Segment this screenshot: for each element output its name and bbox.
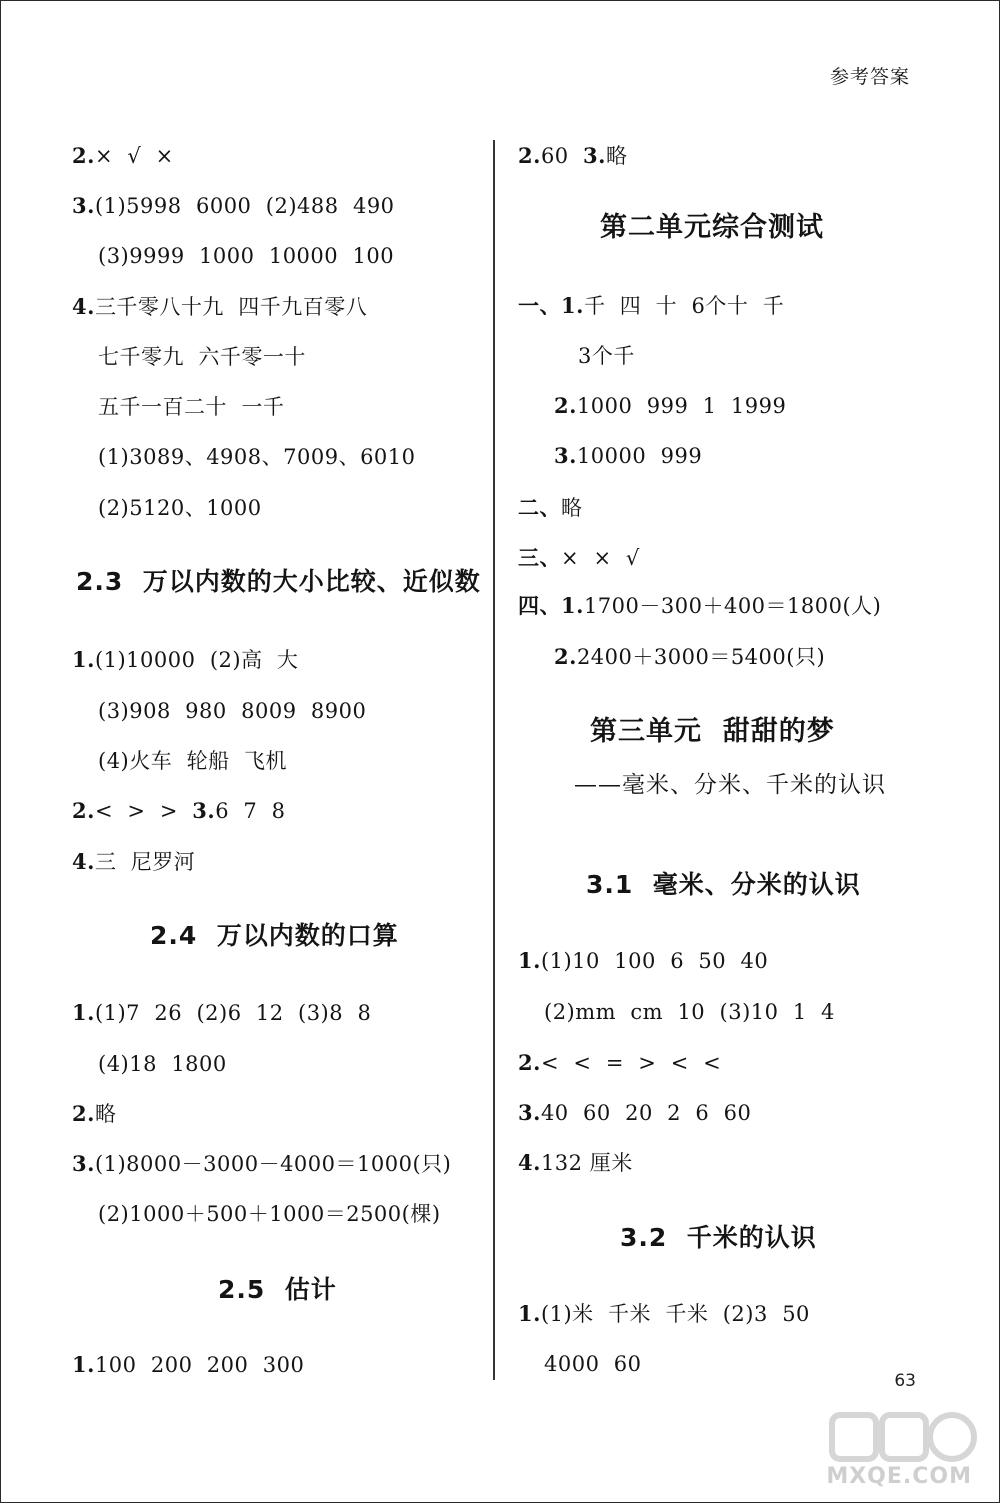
answer-line: 2.< < = > < < (518, 1050, 722, 1075)
answer-line: (3)9999 1000 10000 100 (98, 244, 395, 268)
section-heading-3-1: 3.1 毫米、分米的认识 (586, 870, 861, 899)
page-number: 63 (894, 1371, 916, 1391)
section-heading-2-5: 2.5 估计 (218, 1275, 337, 1304)
answer-line: 1.(1)7 26 (2)6 12 (3)8 8 (72, 1000, 372, 1025)
answer-line: 3.(1)8000－3000－4000＝1000(只) (72, 1151, 452, 1176)
answer-line: 五千一百二十 一千 (98, 395, 285, 419)
answer-line: 4.三千零八十九 四千九百零八 (72, 294, 368, 319)
answer-line: 七千零九 六千零一十 (98, 345, 306, 369)
answer-line: 2.略 (72, 1101, 117, 1126)
answer-line: 1.100 200 200 300 (72, 1352, 305, 1377)
column-divider (493, 140, 495, 1380)
answer-line: 3.40 60 20 2 6 60 (518, 1100, 752, 1125)
answer-line: 4000 60 (544, 1352, 642, 1376)
answer-line: 三、× × √ (518, 545, 640, 570)
answer-line: 二、略 (518, 495, 583, 520)
answer-line: 2.× √ × (72, 143, 174, 168)
answer-line: 2.1000 999 1 1999 (554, 393, 787, 418)
unit3-subtitle: ——毫米、分米、千米的认识 (574, 772, 886, 798)
answer-line: 4.三 尼罗河 (72, 849, 196, 874)
answer-line: 3个千 (578, 344, 635, 368)
answer-line: 1.(1)10000 (2)高 大 (72, 647, 299, 672)
section-heading-3-2: 3.2 千米的认识 (620, 1223, 817, 1252)
answer-line: (2)1000＋500＋1000＝2500(棵) (98, 1202, 441, 1226)
header-title: 参考答案 (829, 66, 910, 88)
answer-line: 3.(1)5998 6000 (2)488 490 (72, 193, 395, 218)
answer-line: 4.132 厘米 (518, 1150, 633, 1175)
answer-line: 一、1.千 四 十 6个十 千 (518, 293, 785, 318)
answer-line: 2.2400＋3000＝5400(只) (554, 644, 826, 669)
watermark-text: MXQE.COM (826, 1464, 972, 1489)
unit3-title: 第三单元 甜甜的梦 (590, 716, 835, 747)
answer-line: (2)5120、1000 (98, 496, 262, 520)
answer-line: (2)mm cm 10 (3)10 1 4 (544, 1000, 835, 1024)
answer-line: 2.< > > 3.6 7 8 (72, 798, 286, 823)
answer-line: (1)3089、4908、7009、6010 (98, 445, 416, 469)
watermark (828, 1409, 978, 1489)
answer-line: 1.(1)米 千米 千米 (2)3 50 (518, 1301, 810, 1326)
watermark-logo-icon (828, 1409, 978, 1465)
answer-line: 2.60 3.略 (518, 143, 628, 168)
section-heading-2-4: 2.4 万以内数的口算 (150, 921, 399, 950)
section-heading-unit2-test: 第二单元综合测试 (600, 212, 824, 243)
section-heading-2-3: 2.3 万以内数的大小比较、近似数 (76, 567, 481, 596)
answer-line: 3.10000 999 (554, 443, 703, 468)
answer-line: 四、1.1700－300＋400＝1800(人) (518, 593, 882, 618)
answer-line: (4)18 1800 (98, 1052, 227, 1076)
answer-line: (3)908 980 8009 8900 (98, 699, 367, 723)
answer-line: (4)火车 轮船 飞机 (98, 749, 287, 773)
answer-line: 1.(1)10 100 6 50 40 (518, 948, 769, 973)
